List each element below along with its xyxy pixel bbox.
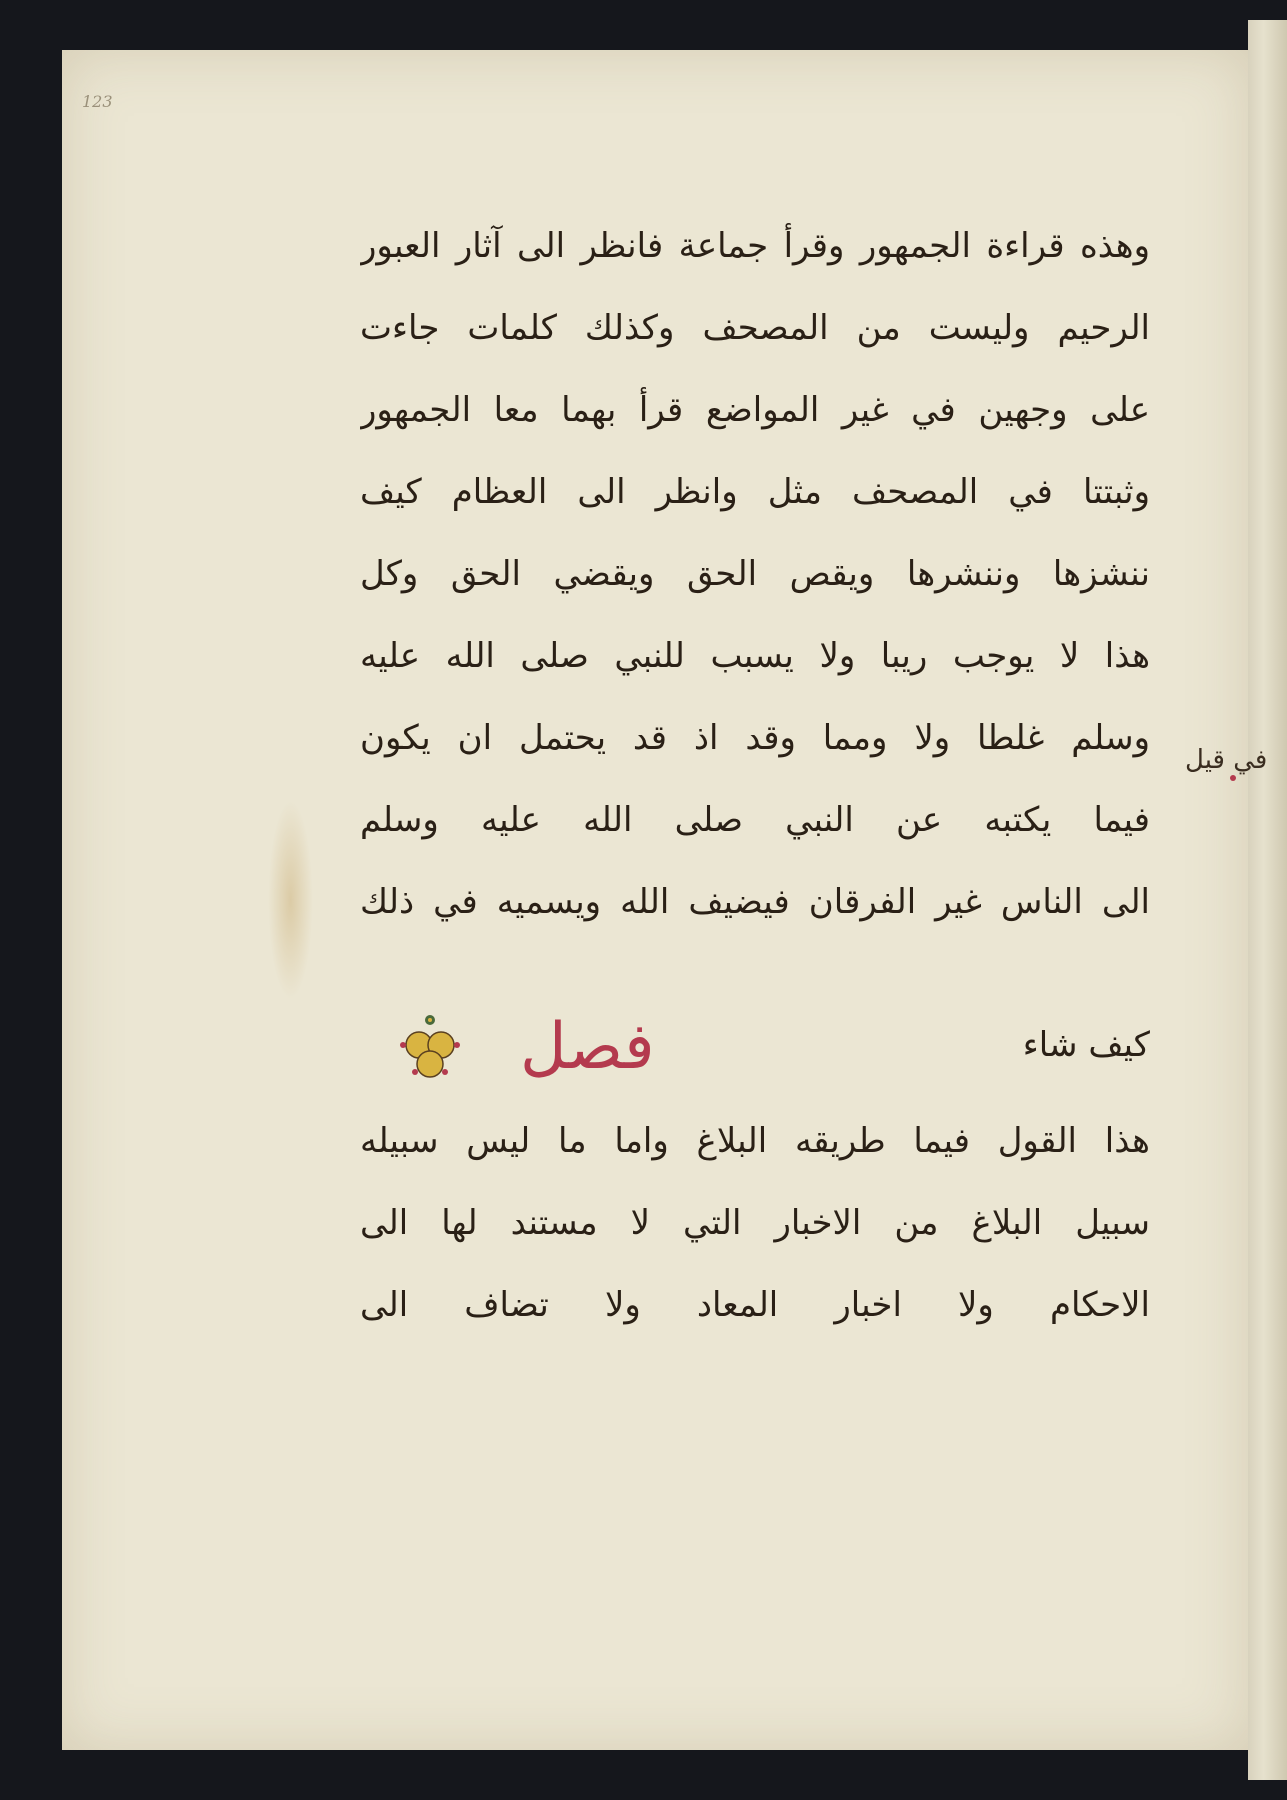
ornament-icon	[395, 1010, 465, 1089]
gloss-marker	[1230, 775, 1236, 781]
text-block-bottom	[360, 1100, 1150, 1346]
margin-gloss: في قيل	[1185, 745, 1268, 775]
text-line: الرحيم وليست من المصحف وكذلك كلمات جاءت	[360, 308, 1150, 348]
folio-number: 123	[82, 92, 113, 111]
text-line: وهذه قراءة الجمهور وقرأ جماعة فانظر الى آثار العبور	[360, 226, 1150, 266]
text-line: ننشزها وننشرها ويقص الحق ويقضي الحق وكل	[360, 554, 1150, 594]
text-line: وسلم غلطا ولا ومما وقد اذ قد يحتمل ان يكون	[360, 718, 1150, 758]
text-line: الاحكام ولا اخبار المعاد ولا تضاف الى	[360, 1285, 1150, 1325]
page-edge	[1248, 20, 1287, 1780]
paper-stain	[268, 800, 313, 1000]
section-rubric: فصل	[520, 1010, 655, 1084]
text-line: الى الناس غير الفرقان فيضيف الله ويسميه في ذلك	[360, 882, 1150, 922]
text-block-top	[360, 205, 1150, 943]
text-line: فيما يكتبه عن النبي صلى الله عليه وسلم	[360, 800, 1150, 840]
text-line: وثبتتا في المصحف مثل وانظر الى العظام كيف	[360, 472, 1150, 512]
text-line: هذا القول فيما طريقه البلاغ واما ما ليس سبيله	[360, 1121, 1150, 1161]
heading-line: كيف شاء	[1022, 1025, 1150, 1065]
text-line: هذا لا يوجب ريبا ولا يسبب للنبي صلى الله عليه	[360, 636, 1150, 676]
text-line: على وجهين في غير المواضع قرأ بهما معا الجمهور	[360, 390, 1150, 430]
text-line: سبيل البلاغ من الاخبار التي لا مستند لها الى	[360, 1203, 1150, 1243]
